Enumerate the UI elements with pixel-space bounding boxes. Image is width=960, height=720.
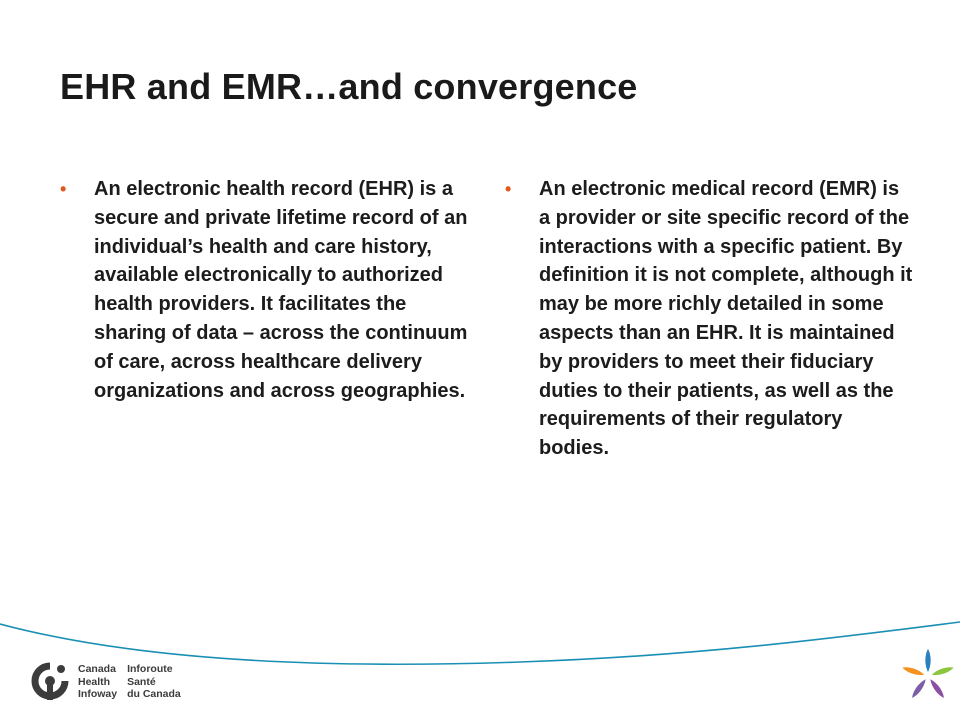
right-column <box>505 175 915 463</box>
bullet-text-ehr: An electronic health record (EHR) is a secure and private lifetime record of an individual’s health and care history, available electronically to authorized health providers. It facilitates the sharing of data – across the continuum of care, across healthcare delivery organizations and across geographies. <box>94 178 468 402</box>
logo-text-fr-2: Santé <box>127 675 156 688</box>
bullet-item-emr <box>505 175 915 463</box>
infoway-logo-icon <box>30 660 70 704</box>
logo-text-fr-1: Inforoute <box>127 663 173 676</box>
logo-wordmark <box>78 663 181 701</box>
logo-text-en-1: Canada <box>78 663 116 676</box>
logo-text-en-3: Infoway <box>78 688 118 701</box>
bullet-dot: • <box>60 179 67 199</box>
infoway-logo <box>30 660 181 704</box>
left-column <box>60 175 480 405</box>
bullet-dot: • <box>505 179 512 199</box>
logo-text-fr-3: du Canada <box>127 688 181 701</box>
logo-text-en-2: Health <box>78 675 111 688</box>
slide-title: EHR and EMR…and convergence <box>60 66 638 107</box>
bullet-item-ehr <box>60 175 480 405</box>
bullet-text-emr: An electronic medical record (EMR) is a provider or site specific record of the interactions with a specific patient. By definition it is not complete, although it may be more richly detailed in some aspects than an EHR. It is maintained by providers to meet their fiduciary duties to their patients, as well as the requirements of their regulatory bodies. <box>539 178 913 460</box>
infoway-flower-icon <box>900 646 956 706</box>
